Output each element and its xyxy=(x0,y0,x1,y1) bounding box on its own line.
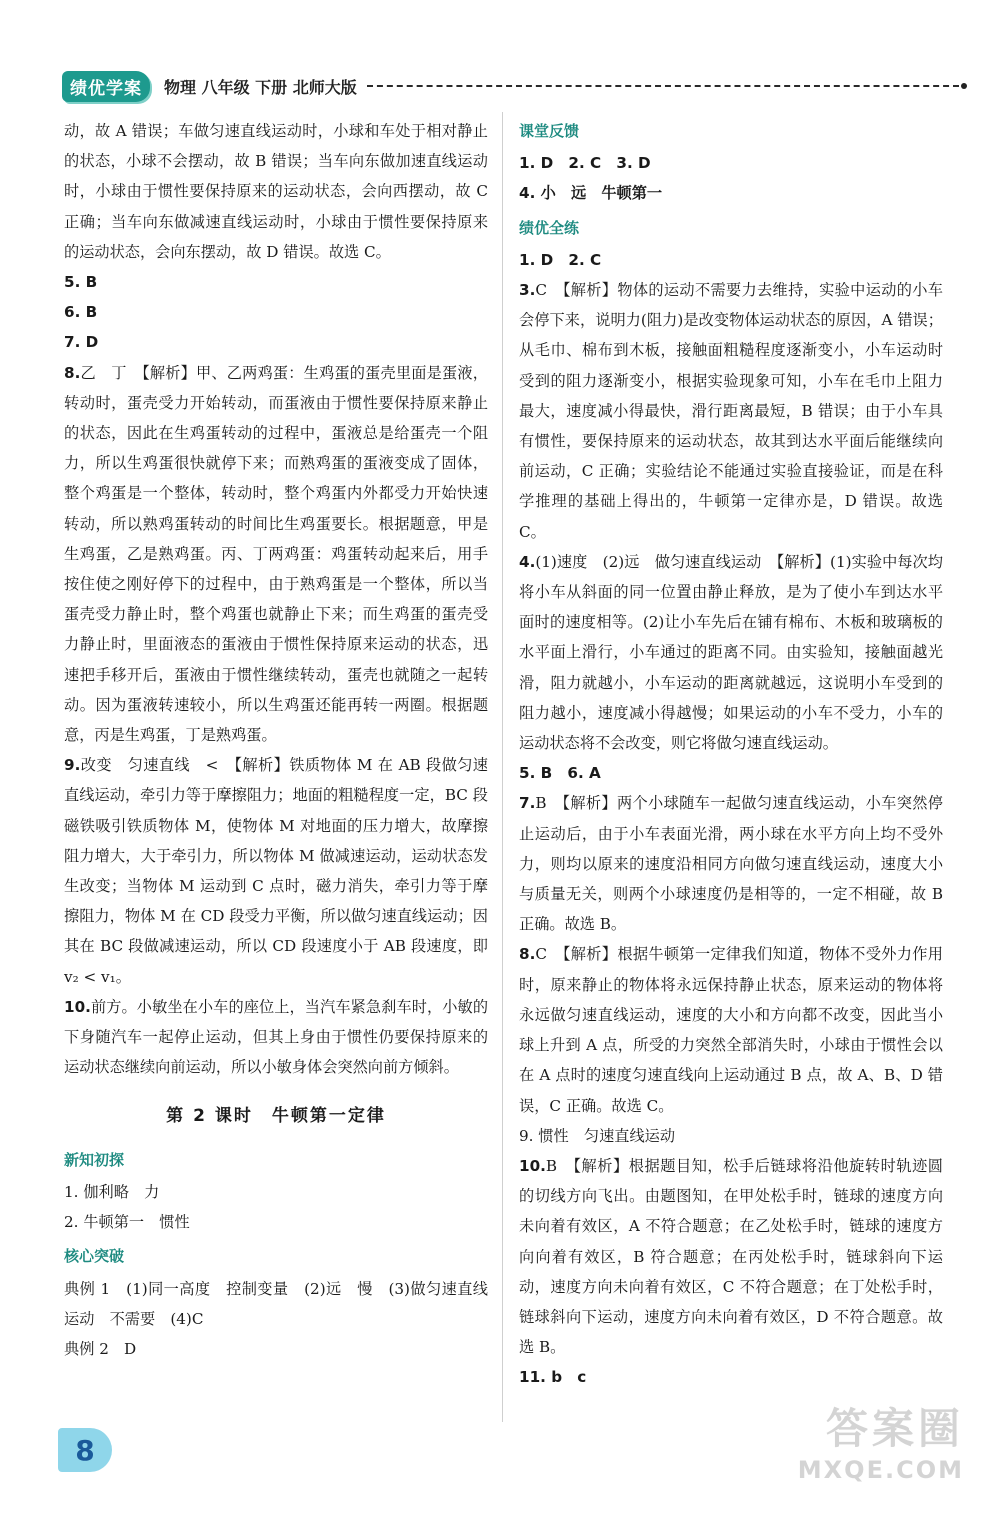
answer-8-text: 乙 丁 【解析】甲、乙两鸡蛋：生鸡蛋的蛋壳里面是蛋液，转动时，蛋壳受力开始转动，而蛋液由于惯性要保持原来静止的状态，因此在生鸡蛋转动的过程中，蛋液总是给蛋壳一个阻力，所以生鸡蛋很快就停下来；而熟鸡蛋的蛋液变成了固体，整个鸡蛋是一个整体，转动时，整个鸡蛋内外都受力开始快速转动，所以熟鸡蛋转动的时间比生鸡蛋要长。根据题意，甲是生鸡蛋，乙是熟鸡蛋。丙、丁两鸡蛋：鸡蛋转动起来后，用手按住使之刚好停下的过程中，由于熟鸡蛋是一个整体，所以当蛋壳受力静止时，整个鸡蛋也就静止下来；而生鸡蛋的蛋壳受力静止时，里面液态的蛋液由于惯性保持原来运动的状态，迅速把手移开后，蛋液由于惯性继续转动，蛋壳也就随之一起转动。因为蛋液转速较小，所以生鸡蛋还能再转一两圈。根据题意，丙是生鸡蛋，丁是熟鸡蛋。 xyxy=(64,363,488,745)
header-dashed-rule xyxy=(367,85,959,87)
practice-7-text: B 【解析】两个小球随车一起做匀速直线运动，小车突然停止运动后，由于小车表面光滑，两小球在水平方向上均不受外力，则均以原来的速度沿相同方向做匀速直线运动，速度大小与质量无关，则两个小球速度仍是相等的，一定不相碰，故 B 正确。故选 B。 xyxy=(519,794,943,934)
practice-4-number: 4. xyxy=(519,552,536,571)
practice-4 xyxy=(519,547,943,758)
practice-7-number: 7. xyxy=(519,794,536,813)
header-dot xyxy=(961,83,967,89)
answer-8 xyxy=(64,358,488,751)
answer-10-text: 前方。小敏坐在小车的座位上，当汽车紧急刹车时，小敏的下身随汽车一起停止运动，但其上身由于惯性仍要保持原来的运动状态继续向前运动，所以小敏身体会突然向前方倾斜。 xyxy=(64,997,488,1077)
lesson-title: 第 2 课时 牛顿第一定律 xyxy=(166,1105,386,1126)
watermark-bottom: MXQE.COM xyxy=(797,1456,964,1484)
example-1: 典例 1 (1)同一高度 控制变量 (2)远 慢 (3)做匀速直线运动 不需要 (4)C xyxy=(64,1279,488,1328)
practice-8-number: 8. xyxy=(519,945,536,964)
section-new-knowledge: 新知初探 xyxy=(64,1150,125,1169)
column-divider xyxy=(502,112,503,1422)
answer-7: 7. D xyxy=(64,333,99,352)
answer-9-text: 改变 匀速直线 < 【解析】铁质物体 M 在 AB 段做匀速直线运动，牵引力等于摩擦阻力；地面的粗糙程度一定，BC 段磁铁吸引铁质物体 M，使物体 M 对地面的压力增大，故摩擦阻力增大，大于牵引力，所以物体 M 做减速运动，运动状态发生改变；当物体 M 运动到 C 点时，磁力消失，牵引力等于摩擦阻力，物体 M 在 CD 段受力平衡，所以做匀速直线运动；因其在 BC 段做减速运动，所以 CD 段速度小于 AB 段速度，即 v₂ < v₁。 xyxy=(64,756,488,986)
answer-5: 5. B xyxy=(64,273,98,292)
practice-1-2: 1. D 2. C xyxy=(519,250,602,269)
example-2: 典例 2 D xyxy=(64,1339,137,1358)
practice-10-text: B 【解析】根据题目知，松手后链球将沿他旋转时轨迹圆的切线方向飞出。由题图知，在甲处松手时，链球的速度方向未向着有效区，A 不符合题意；在乙处松手时，链球的速度方向向着有效区，B 符合题意；在丙处松手时，链球斜向下运动，速度方向未向着有效区，C 不符合题意；在丁处松手时，链球斜向下运动，速度方向未向着有效区，D 不符合题意。故选 B。 xyxy=(519,1156,943,1357)
practice-3 xyxy=(519,275,943,547)
answer-8-number: 8. xyxy=(64,363,81,382)
practice-3-number: 3. xyxy=(519,281,536,300)
answer-9 xyxy=(64,750,488,992)
watermark-top: 答案圈 xyxy=(825,1404,964,1453)
practice-11: 11. b c xyxy=(519,1368,587,1387)
practice-10 xyxy=(519,1151,943,1362)
left-column xyxy=(64,116,488,1364)
answer-6: 6. B xyxy=(64,303,98,322)
book-title: 物理 八年级 下册 北师大版 xyxy=(164,77,357,97)
watermark xyxy=(798,1396,964,1484)
answer-10-number: 10. xyxy=(64,997,91,1016)
section-core: 核心突破 xyxy=(64,1247,125,1266)
answer-continuation: 动，故 A 错误；车做匀速直线运动时，小球和车处于相对静止的状态，小球不会摆动，故 B 错误；当车向东做加速直线运动时，小球由于惯性要保持原来的运动状态，会向西摆动，故 C 正确；当车向东做减速直线运动时，小球由于惯性要保持原来的运动状态，会向东摆动，故 D 错误。故选 C。 xyxy=(64,122,488,261)
practice-8 xyxy=(519,939,943,1120)
section-full-practice: 绩优全练 xyxy=(519,218,580,237)
practice-5-6: 5. B 6. A xyxy=(519,764,601,783)
right-column xyxy=(519,116,943,1393)
page-number: 8 xyxy=(58,1428,112,1472)
practice-8-text: C 【解析】根据牛顿第一定律我们知道，物体不受外力作用时，原来静止的物体将永远保持静止状态，原来运动的物体将永远做匀速直线运动，速度的大小和方向都不改变，因此当小球上升到 A 点，所受的力突然全部消失时，小球由于惯性会以在 A 点时的速度匀速直线向上运动通过 B 点，故 A、B、D 错误，C 正确。故选 C。 xyxy=(519,945,943,1115)
answer-9-number: 9. xyxy=(64,756,81,775)
brand-logo: 绩优学案 xyxy=(62,71,150,102)
section-feedback: 课堂反馈 xyxy=(519,122,580,140)
practice-4-text: (1)速度 (2)远 做匀速直线运动 【解析】(1)实验中每次均将小车从斜面的同一位置由静止释放，是为了使小车到达水平面时的速度相等。(2)让小车先后在铺有棉布、木板和玻璃板的水平面上滑行，小车通过的距离不同。由实验知，接触面越光滑，阻力就越小，小车运动的距离就越远，这说明小车受到的阻力越小，速度减小得越慢；如果运动的小车不受力，小车的运动状态将不会改变，则它将做匀速直线运动。 xyxy=(519,552,943,753)
feedback-1-3: 1. D 2. C 3. D xyxy=(519,154,651,173)
practice-7 xyxy=(519,788,943,939)
feedback-4: 4. 小 远 牛顿第一 xyxy=(519,184,663,203)
practice-10-number: 10. xyxy=(519,1156,546,1175)
new-knowledge-2: 2. 牛顿第一 惯性 xyxy=(64,1213,190,1232)
answer-10 xyxy=(64,992,488,1083)
practice-3-text: C 【解析】物体的运动不需要力去维持，实验中运动的小车会停下来，说明力(阻力)是改变物体运动状态的原因，A 错误；从毛巾、棉布到木板，接触面粗糙程度逐渐变小，小车运动时受到的阻力逐渐变小，根据实验现象可知，小车在毛巾上阻力最大，速度减小得最快，滑行距离最短，B 错误；由于小车具有惯性，要保持原来的运动状态，故其到达水平面后能继续向前运动，C 正确；实验结论不能通过实验直接验证，而是在科学推理的基础上得出的，牛顿第一定律亦是，D 错误。故选 C。 xyxy=(519,281,943,541)
page-header xyxy=(62,70,967,102)
practice-9: 9. 惯性 匀速直线运动 xyxy=(519,1126,676,1145)
new-knowledge-1: 1. 伽利略 力 xyxy=(64,1182,160,1201)
